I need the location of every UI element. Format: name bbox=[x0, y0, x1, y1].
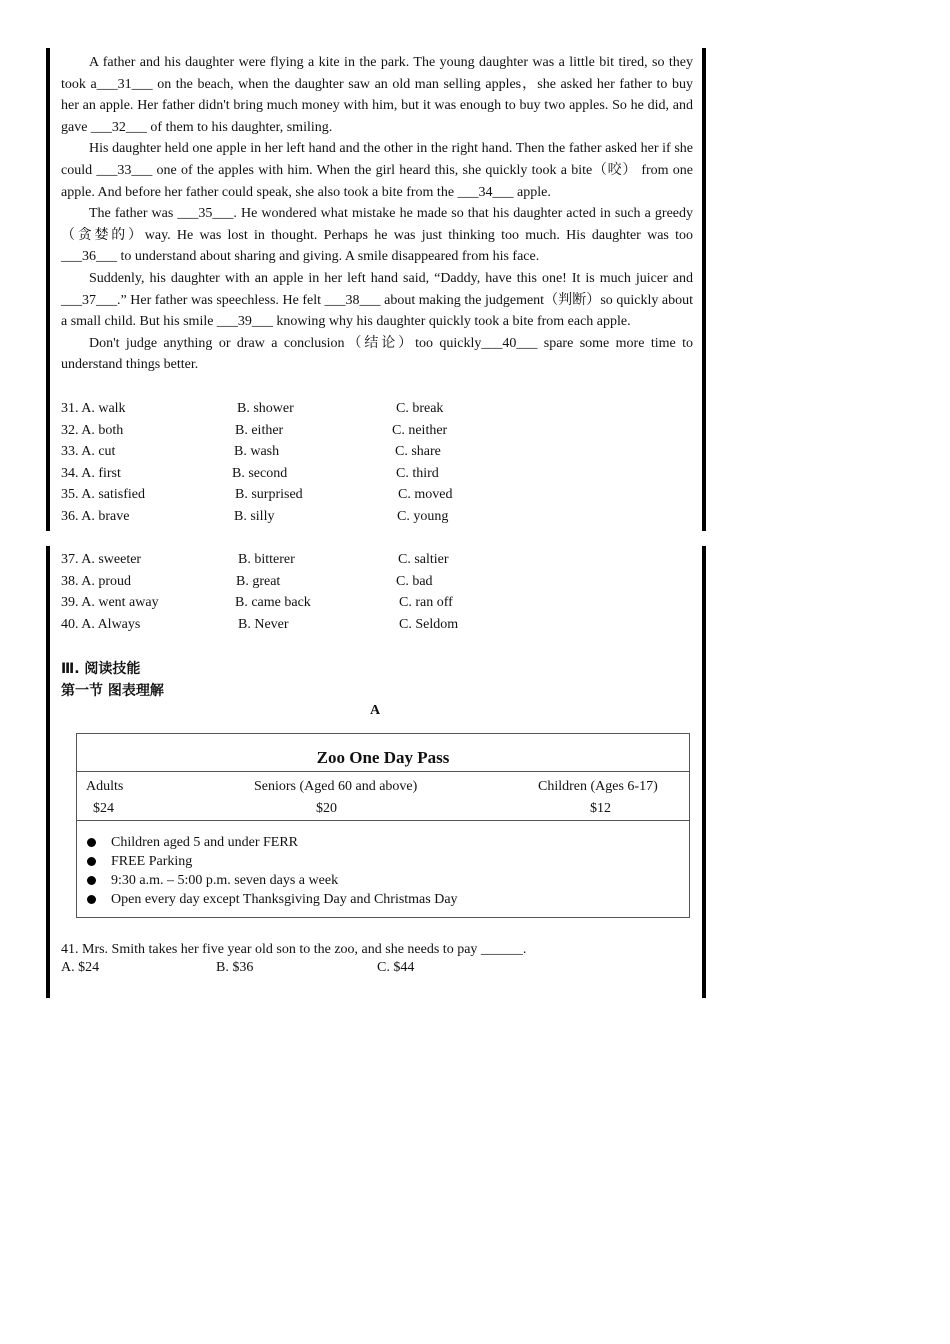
passage-paragraph-3: The father was ___35___. He wondered what mistake he made so that his daughter acted in such a greedy（贪婪的）way. He was lost in thought. Perhaps he was just thinking too much. His daughter was too ___36___ to understand about sharing and giving. A smile disappeared from his face. bbox=[61, 206, 693, 265]
note-item: FREE Parking bbox=[87, 852, 458, 871]
option-a: 32. A. both bbox=[61, 422, 124, 438]
option-b: B. bitterer bbox=[238, 552, 295, 567]
passage-paragraph-5: Don't judge anything or draw a conclusion（结论）too quickly___40___ spare some more time to understand things better. bbox=[61, 335, 693, 373]
question-41-stem: 41. Mrs. Smith takes her five year old son to the zoo, and she needs to pay ______. bbox=[61, 942, 527, 957]
option-a: 34. A. first bbox=[61, 465, 121, 481]
option-b: B. $36 bbox=[216, 960, 254, 975]
adults-label: Adults bbox=[86, 779, 124, 794]
option-b: B. shower bbox=[237, 401, 294, 416]
note-item: Open every day except Thanksgiving Day and Christmas Day bbox=[87, 890, 458, 909]
option-b: B. Never bbox=[238, 616, 289, 632]
section-heading: Ⅲ. 阅读技能 bbox=[61, 661, 141, 677]
section-subheading: 第一节 图表理解 bbox=[61, 683, 164, 699]
zoo-pass-table bbox=[76, 733, 690, 918]
passage-paragraph-4: Suddenly, his daughter with an apple in her left hand said, “Daddy, have this one! It is much juicer and ___37___.” Her father was speechless. He felt ___38___ about making the judgement（判断）so quickly about a small child. But his smile ___39___ knowing why his daughter quickly took a bite from each apple. bbox=[61, 270, 693, 330]
table-divider bbox=[77, 771, 689, 772]
option-c: C. neither bbox=[392, 422, 448, 438]
left-margin-bar-bottom bbox=[46, 546, 50, 998]
seniors-price: $20 bbox=[316, 801, 337, 816]
option-a: 40. A. Always bbox=[61, 616, 141, 632]
option-c: C. $44 bbox=[377, 960, 415, 975]
table-divider bbox=[77, 820, 689, 821]
note-item: 9:30 a.m. – 5:00 p.m. seven days a week bbox=[87, 871, 458, 890]
bullet-icon bbox=[87, 895, 96, 904]
question-41-options bbox=[61, 960, 561, 982]
option-c: C. Seldom bbox=[399, 616, 459, 632]
seniors-label: Seniors (Aged 60 and above) bbox=[254, 779, 418, 794]
option-c: C. break bbox=[396, 401, 444, 416]
right-margin-bar-top bbox=[702, 48, 706, 531]
option-b: B. came back bbox=[235, 595, 311, 611]
option-b: B. wash bbox=[234, 444, 280, 460]
cloze-passage bbox=[61, 52, 693, 376]
bullet-icon bbox=[87, 876, 96, 885]
note-item: Children aged 5 and under FERR bbox=[87, 833, 458, 852]
option-a: 39. A. went away bbox=[61, 595, 159, 611]
children-label: Children (Ages 6-17) bbox=[538, 779, 658, 794]
passage-paragraph-1: A father and his daughter were flying a kite in the park. The young daughter was a little bit tired, so they took a___31___ on the beach, when the daughter saw an old man selling apples，she asked her father to buy her an apple. Her father didn't bring much money with him, but it was enough to buy two apples. So he did, and gave ___32___ of them to his daughter, smiling. bbox=[61, 55, 693, 135]
bullet-icon bbox=[87, 857, 96, 866]
zoo-pass-notes bbox=[87, 833, 458, 909]
option-a: 35. A. satisfied bbox=[61, 487, 145, 503]
option-c: C. third bbox=[396, 465, 439, 481]
bullet-icon bbox=[87, 838, 96, 847]
children-price: $12 bbox=[590, 801, 611, 816]
option-b: B. surprised bbox=[235, 487, 303, 503]
option-c: C. saltier bbox=[398, 552, 449, 567]
option-a: 36. A. brave bbox=[61, 508, 130, 524]
left-margin-bar-top bbox=[46, 48, 50, 531]
option-c: C. bad bbox=[396, 573, 433, 589]
part-letter: A bbox=[370, 703, 381, 718]
right-margin-bar-bottom bbox=[702, 546, 706, 998]
option-a: A. $24 bbox=[61, 960, 100, 975]
option-b: B. either bbox=[235, 422, 284, 438]
option-b: B. great bbox=[236, 573, 281, 589]
option-b: B. silly bbox=[234, 508, 275, 524]
option-a: 37. A. sweeter bbox=[61, 552, 142, 567]
option-c: C. young bbox=[397, 508, 449, 524]
option-a: 31. A. walk bbox=[61, 401, 126, 416]
option-c: C. ran off bbox=[399, 595, 453, 611]
option-c: C. moved bbox=[398, 487, 453, 503]
passage-paragraph-2: His daughter held one apple in her left hand and the other in the right hand. Then the father asked her if she could ___33___ one of the apples with him. When the girl heard this, she quickly took a bite（咬） from one apple. And before her father could speak, she also took a bite from the ___34___ apple. bbox=[61, 141, 693, 200]
option-c: C. share bbox=[395, 444, 441, 460]
adults-price: $24 bbox=[93, 801, 114, 816]
option-b: B. second bbox=[232, 465, 288, 481]
option-a: 33. A. cut bbox=[61, 444, 116, 460]
option-a: 38. A. proud bbox=[61, 573, 131, 589]
zoo-pass-title: Zoo One Day Pass bbox=[316, 748, 450, 767]
